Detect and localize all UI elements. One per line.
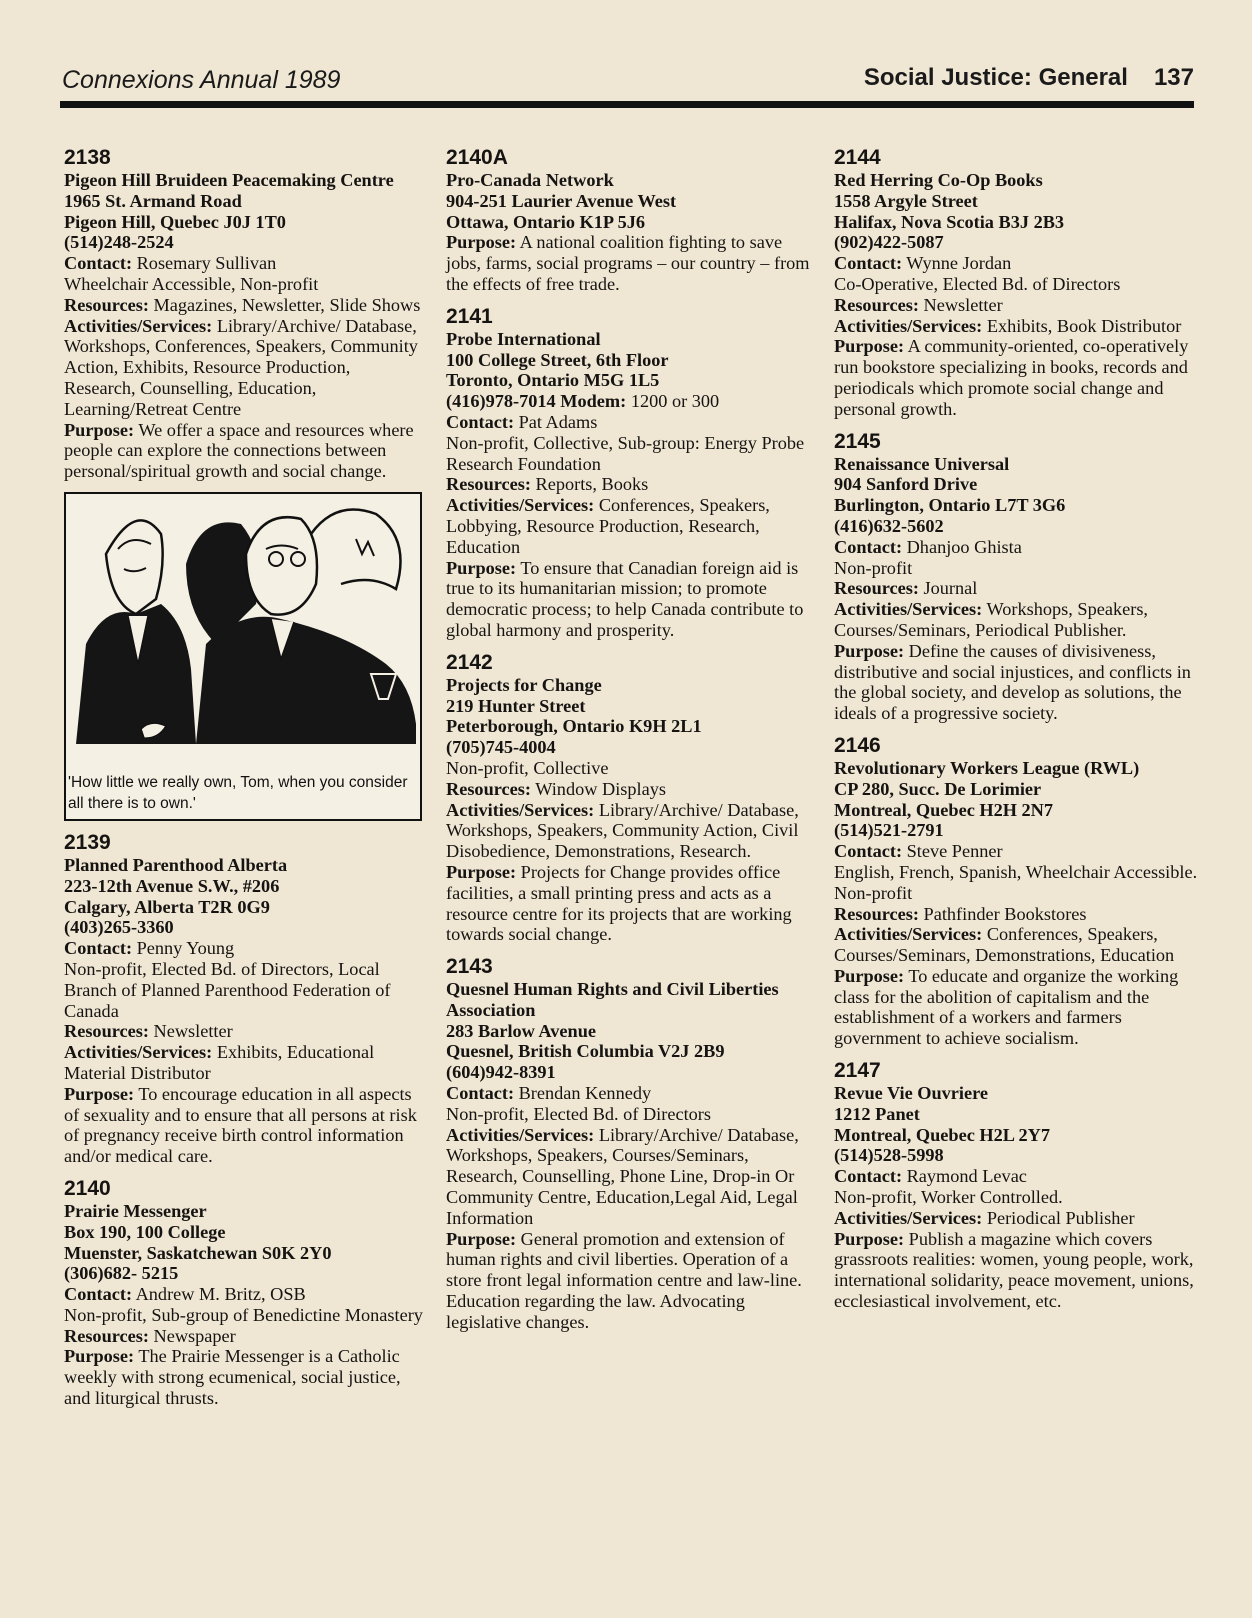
organization-name: Revolutionary Workers League (RWL) [834,757,1140,778]
field-label: Purpose: [834,640,905,661]
directory-entry [64,831,426,1167]
field-text: 1200 or 300 [630,391,720,412]
entry-field [64,1326,426,1347]
field-text: Magazines, Newsletter, Slide Shows [153,294,421,315]
address-line: 1558 Argyle Street [834,190,978,211]
directory-entry [64,146,426,482]
field-text: Steve Penner [906,841,1003,862]
entry-field [834,253,1202,274]
field-label: Purpose: [64,419,135,440]
address-line: Box 190, 100 College [64,1221,226,1242]
field-text: Andrew M. Britz, OSB [135,1284,306,1305]
entry-number: 2147 [834,1059,881,1083]
field-text: Library/Archive/ Database, Workshops, Conferences, Speakers, Community Action, Exhibits, Resource Production, Research, Counselling, Education, Learning/Retreat Centre [64,315,418,419]
address-line: (306)682- 5215 [64,1263,179,1284]
address-line: Burlington, Ontario L7T 3G6 [834,495,1066,516]
entry-field [834,841,1202,862]
entry-field [834,558,1202,579]
entry-number: 2141 [446,304,493,328]
section-title: Social Justice: General [863,64,1128,91]
field-label: Resources: [64,294,149,315]
organization-name: Projects for Change [446,674,602,695]
field-text: Conferences, Speakers, Lobbying, Resource Production, Research, Education [446,495,770,557]
field-label: Contact: [834,253,903,274]
field-label: Activities/Services: [834,924,983,945]
field-text: Exhibits, Educational Material Distributor [64,1042,375,1083]
field-text: Raymond Levac [906,1166,1027,1187]
page-number: 137 [1153,64,1194,91]
entry-field [64,253,426,274]
entry-field [446,1083,816,1104]
entry-field [64,959,426,1021]
entry-field [834,336,1202,419]
field-label: Activities/Services: [834,1207,983,1228]
field-text: Co-Operative, Elected Bd. of Directors [834,273,1121,294]
entry-field [446,862,816,945]
field-text: Brendan Kennedy [518,1083,652,1104]
directory-entry [834,146,1202,420]
entry-field [446,391,816,412]
entry-field [834,966,1202,1049]
field-text: Non-profit, Sub-group of Benedictine Monastery [64,1304,423,1325]
address-line: Muenster, Saskatchewan S0K 2Y0 [64,1242,332,1263]
field-text: Penny Young [136,938,235,959]
field-text: Rosemary Sullivan [136,253,277,274]
field-label: Activities/Services: [446,495,595,516]
field-label: Contact: [64,253,133,274]
address-line: Montreal, Quebec H2L 2Y7 [834,1124,1050,1145]
address-line: 1965 St. Armand Road [64,190,242,211]
entry-number: 2138 [64,146,111,169]
address-line: (705)745-4004 [446,737,556,758]
address-line: (902)422-5087 [834,232,944,253]
field-text: Pathfinder Bookstores [923,903,1087,924]
field-label: Contact: [446,1083,515,1104]
column-2 [446,146,816,1343]
organization-name: Planned Parenthood Alberta [64,854,288,875]
address-line: (514)248-2524 [64,232,174,253]
column-1 [64,146,426,1419]
address-line: Quesnel, British Columbia V2J 2B9 [446,1041,725,1062]
field-text: Non-profit, Collective [446,757,609,778]
address-line: Toronto, Ontario M5G 1L5 [446,370,660,391]
directory-entry [64,1177,426,1409]
field-text: Non-profit, Elected Bd. of Directors [446,1103,711,1124]
entry-field [64,1021,426,1042]
entry-field [446,1125,816,1229]
directory-entry [834,734,1202,1049]
field-text: The Prairie Messenger is a Catholic weekly with strong ecumenical, social justice, and liturgical thrusts. [64,1346,401,1409]
field-text: Define the causes of divisiveness, distributive and social injustices, and conflicts in the global society, and develop as solutions, the ideals of a progressive society. [834,640,1191,724]
entry-field [834,924,1202,966]
field-text: Reports, Books [535,474,649,495]
entry-field [834,1166,1202,1187]
field-text: Newsletter [153,1021,233,1042]
field-label: Purpose: [64,1346,135,1367]
field-text: Publish a magazine which covers grassroots realities: women, young people, work, international solidarity, peace movement, unions, ecclesiastical involvement, etc. [834,1228,1194,1312]
entry-field [834,1229,1202,1312]
entry-field [64,316,426,420]
organization-name: Renaissance Universal [834,453,1010,474]
field-label: Contact: [834,841,903,862]
field-label: (416)978-7014 Modem: [446,391,627,412]
address-line: CP 280, Succ. De Lorimier [834,778,1042,799]
field-text: To encourage education in all aspects of sexuality and to ensure that all persons at risk of pregnancy receive birth control information and/or medical care. [64,1083,417,1167]
address-line: (403)265-3360 [64,917,174,938]
entry-field [446,800,816,862]
organization-name: Revue Vie Ouvriere [834,1083,988,1104]
entry-field [64,274,426,295]
field-text: Pat Adams [518,411,598,432]
address-line: 1212 Panet [834,1103,920,1124]
organization-name: Red Herring Co-Op Books [834,170,1043,190]
entry-field [64,420,426,482]
address-line: Peterborough, Ontario K9H 2L1 [446,716,702,737]
entry-field [834,1187,1202,1208]
field-text: Wynne Jordan [906,253,1012,274]
field-text: Projects for Change provides office facilities, a small printing press and acts as a resource centre for its projects that are working towards social change. [446,861,792,945]
entry-number: 2146 [834,733,881,757]
address-line: Montreal, Quebec H2H 2N7 [834,799,1054,820]
directory-entry [446,305,816,641]
field-label: Purpose: [446,1228,517,1249]
entry-number: 2139 [64,830,111,854]
organization-name: Probe International [446,328,601,349]
address-line: Pigeon Hill, Quebec J0J 1T0 [64,211,286,232]
entry-field [446,412,816,433]
field-text: Workshops, Speakers, Courses/Seminars, Periodical Publisher. [834,599,1148,640]
address-line: (416)632-5602 [834,515,944,536]
entry-field [834,599,1202,641]
entry-field [834,1208,1202,1229]
entry-field [446,758,816,779]
cartoon-illustration [64,492,422,821]
address-line: 223-12th Avenue S.W., #206 [64,875,280,896]
field-text: Non-profit, Collective, Sub-group: Energy Probe Research Foundation [446,432,805,474]
entry-number: 2140 [64,1176,111,1200]
field-label: Purpose: [834,336,905,357]
entry-field [834,274,1202,295]
field-text: Non-profit, Elected Bd. of Directors, Local Branch of Planned Parenthood Federation of Canada [64,958,391,1021]
field-label: Resources: [834,294,919,315]
field-label: Resources: [834,578,919,599]
entry-field [446,232,816,294]
field-label: Contact: [64,1284,133,1305]
entry-field [64,295,426,316]
entry-field [64,938,426,959]
entry-field [64,1305,426,1326]
publication-title: Connexions Annual 1989 [62,66,341,94]
address-line: 283 Barlow Avenue [446,1020,596,1041]
organization-name: Quesnel Human Rights and Civil Liberties Association [446,979,779,1020]
entry-field [834,641,1202,724]
section-header [864,64,1194,92]
address-line: 100 College Street, 6th Floor [446,349,669,370]
field-text: We offer a space and resources where people can explore the connections between personal/spiritual growth and social change. [64,419,414,482]
field-text: A national coalition fighting to save jobs, farms, social programs – our country – from the effects of free trade. [446,232,810,294]
directory-entry [834,430,1202,724]
entry-field [446,1104,816,1125]
field-text: Dhanjoo Ghista [906,536,1022,557]
entry-field [446,433,816,475]
field-label: Purpose: [446,232,517,253]
field-text: Library/Archive/ Database, Workshops, Speakers, Community Action, Civil Disobedience, Demonstrations, Research. [446,799,799,862]
directory-entry [446,955,816,1333]
field-label: Activities/Services: [834,599,983,620]
field-text: Library/Archive/ Database, Workshops, Speakers, Courses/Seminars, Research, Counselling, Phone Line, Drop-in Or Community Centre, Education,Legal Aid, Legal Information [446,1124,799,1228]
entry-field [834,904,1202,925]
entry-field [446,495,816,557]
address-line: (514)528-5998 [834,1145,944,1166]
field-text: Newsletter [923,294,1003,315]
address-line: 904-251 Laurier Avenue West [446,190,677,211]
directory-entry [446,651,816,945]
field-text: English, French, Spanish, Wheelchair Accessible. Non-profit [834,861,1198,903]
address-line: 219 Hunter Street [446,695,586,716]
field-text: Newspaper [153,1325,236,1346]
field-label: Purpose: [446,861,517,882]
entry-field [834,316,1202,337]
field-label: Resources: [64,1021,149,1042]
organization-name: Pigeon Hill Bruideen Peacemaking Centre [64,170,394,190]
entry-field [834,295,1202,316]
address-line: Calgary, Alberta T2R 0G9 [64,896,270,917]
field-label: Purpose: [446,557,517,578]
entry-field [64,1346,426,1408]
field-text: Journal [923,578,978,599]
entry-field [64,1284,426,1305]
entry-field [64,1042,426,1084]
field-label: Resources: [446,778,531,799]
column-3 [834,146,1202,1322]
entry-field [834,862,1202,904]
field-text: Wheelchair Accessible, Non-profit [64,273,319,294]
field-text: Non-profit [834,557,913,578]
header-rule [60,101,1194,108]
field-label: Resources: [64,1325,149,1346]
field-label: Purpose: [64,1083,135,1104]
entry-field [446,779,816,800]
address-line: 904 Sanford Drive [834,474,978,495]
field-label: Activities/Services: [64,315,213,336]
entry-number: 2140A [446,146,508,169]
cartoon-caption: 'How little we really own, Tom, when you consider all there is to own.' [68,773,408,812]
organization-name: Prairie Messenger [64,1200,207,1221]
entry-field [446,1229,816,1333]
field-text: A community-oriented, co-operatively run bookstore specializing in books, records and periodicals which promote social change and personal growth. [834,336,1189,419]
field-label: Activities/Services: [446,799,595,820]
entry-number: 2145 [834,429,881,453]
address-line: (514)521-2791 [834,820,944,841]
field-label: Activities/Services: [834,315,983,336]
field-text: Window Displays [535,778,666,799]
entry-number: 2144 [834,146,881,169]
field-text: To educate and organize the working class for the abolition of capitalism and the establishment of a workers and farmers government to achieve socialism. [834,965,1179,1049]
address-line: Halifax, Nova Scotia B3J 2B3 [834,211,1065,232]
field-label: Contact: [834,536,903,557]
field-text: Periodical Publisher [986,1207,1135,1228]
field-label: Purpose: [834,965,905,986]
entry-number: 2143 [446,955,493,979]
entry-field [64,1084,426,1167]
cartoon-drawing [66,494,420,819]
field-label: Activities/Services: [64,1042,213,1063]
directory-entry [446,146,816,295]
field-label: Purpose: [834,1228,905,1249]
entry-number: 2142 [446,650,493,674]
directory-entry [834,1059,1202,1312]
field-label: Contact: [64,938,133,959]
field-label: Contact: [446,411,515,432]
entry-field [834,537,1202,558]
field-label: Contact: [834,1166,903,1187]
field-label: Activities/Services: [446,1124,595,1145]
entry-field [446,558,816,641]
entry-field [446,474,816,495]
field-text: Exhibits, Book Distributor [986,315,1182,336]
organization-name: Pro-Canada Network [446,170,614,190]
field-text: To ensure that Canadian foreign aid is true to its humanitarian mission; to promote democratic process; to help Canada contribute to global harmony and prosperity. [446,557,804,640]
field-text: General promotion and extension of human rights and civil liberties. Operation of a store front legal information centre and law-line. Education regarding the law. Advocating legislative changes. [446,1228,802,1332]
address-line: (604)942-8391 [446,1062,556,1083]
field-text: Non-profit, Worker Controlled. [834,1187,1063,1208]
field-label: Resources: [446,474,531,495]
entry-field [834,578,1202,599]
address-line: Ottawa, Ontario K1P 5J6 [446,211,646,232]
field-label: Resources: [834,903,919,924]
field-text: Conferences, Speakers, Courses/Seminars, Demonstrations, Education [834,924,1175,966]
